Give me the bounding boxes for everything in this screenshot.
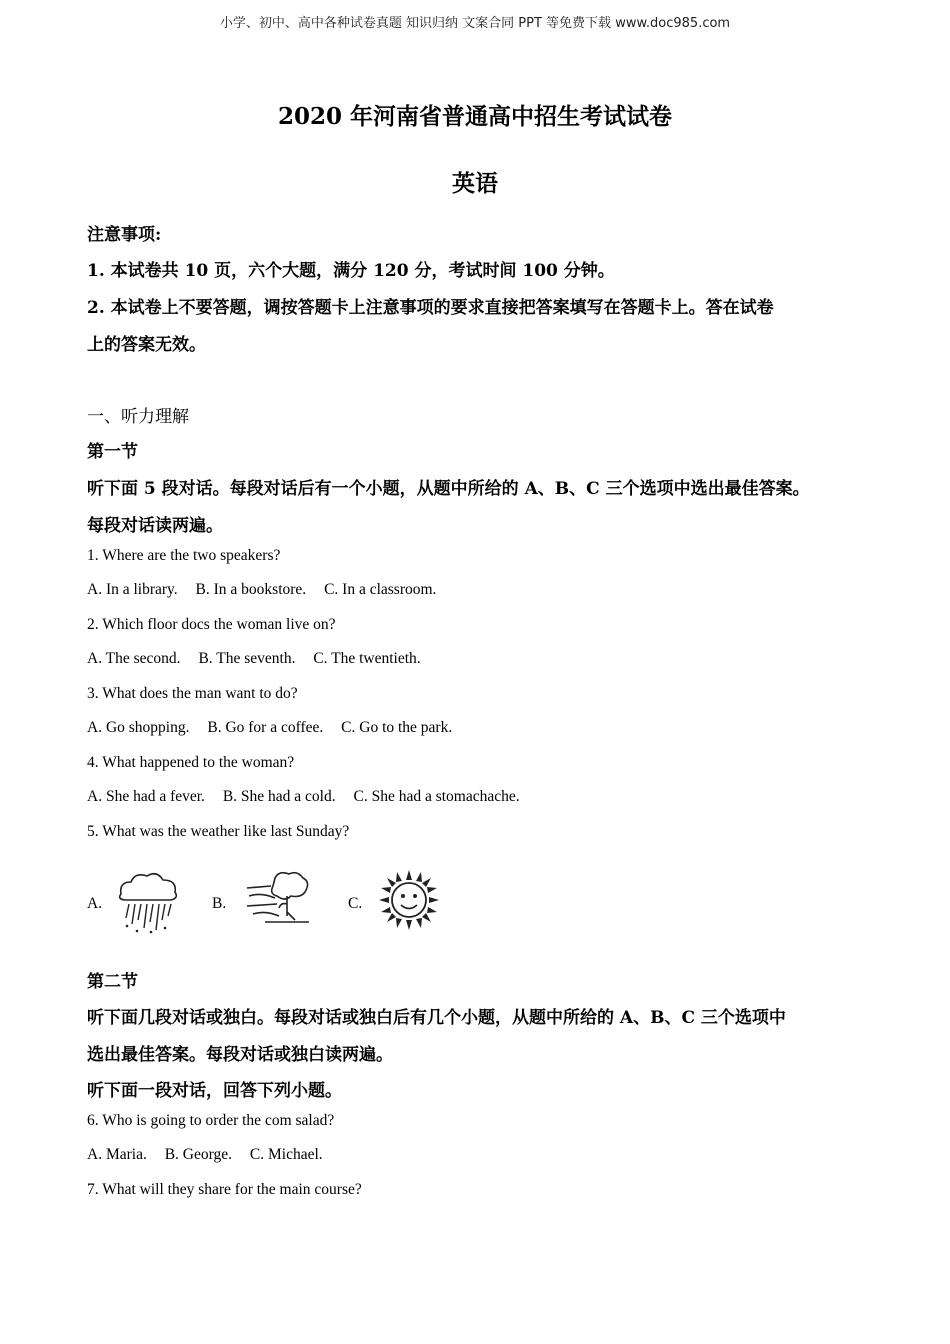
option-c: C. Michael. bbox=[249, 1146, 323, 1163]
section1-instructions-cont: 每段对话读两遍。 bbox=[87, 516, 223, 536]
question-5: 5. What was the weather like last Sunday? bbox=[87, 823, 350, 840]
part1-heading: 一、听力理解 bbox=[87, 407, 189, 427]
option-a: A. In a library. bbox=[87, 581, 178, 598]
option-a: A. Go shopping. bbox=[87, 719, 190, 736]
exam-subject: 英语 bbox=[452, 170, 498, 197]
picture-option-a-label: A. bbox=[87, 895, 103, 912]
dialogue-instructions: 听下面一段对话，回答下列小题。 bbox=[87, 1081, 342, 1101]
rain-cloud-icon bbox=[113, 868, 183, 938]
option-b: B. The seventh. bbox=[198, 650, 296, 667]
notes-item-1: 1. 本试卷共 10 页，六个大题，满分 120 分，考试时间 100 分钟。 bbox=[87, 261, 615, 281]
option-a: A. The second. bbox=[87, 650, 181, 667]
question-1-options bbox=[87, 581, 877, 599]
option-b: B. In a bookstore. bbox=[195, 581, 307, 598]
option-c: C. Go to the park. bbox=[341, 719, 453, 736]
option-c: C. The twentieth. bbox=[313, 650, 421, 667]
option-b: B. George. bbox=[164, 1146, 233, 1163]
question-2-options bbox=[87, 650, 877, 668]
question-7: 7. What will they share for the main course? bbox=[87, 1181, 362, 1198]
option-c: C. She had a stomachache. bbox=[353, 788, 520, 805]
option-b: B. Go for a coffee. bbox=[207, 719, 324, 736]
sun-icon bbox=[377, 868, 441, 932]
section2-instructions: 听下面几段对话或独白。每段对话或独白后有几个小题，从题中所给的 A、B、C 三个选项中 bbox=[87, 1008, 786, 1028]
section1-instructions: 听下面 5 段对话。每段对话后有一个小题，从题中所给的 A、B、C 三个选项中选出最佳答案。 bbox=[87, 479, 810, 499]
section2-instructions-cont: 选出最佳答案。每段对话或独白读两遍。 bbox=[87, 1045, 393, 1065]
picture-option-b-label: B. bbox=[212, 895, 227, 912]
question-2: 2. Which floor docs the woman live on? bbox=[87, 616, 336, 633]
option-a: A. Maria. bbox=[87, 1146, 147, 1163]
page-header: 小学、初中、高中各种试卷真题 知识归纳 文案合同 PPT 等免费下载 www.doc985.com bbox=[219, 16, 731, 31]
picture-option-c-label: C. bbox=[348, 895, 363, 912]
question-4-options bbox=[87, 788, 877, 806]
notes-item-2-cont: 上的答案无效。 bbox=[87, 335, 206, 355]
question-5-picture-options bbox=[87, 868, 487, 940]
windy-tree-icon bbox=[245, 868, 315, 928]
section1-heading: 第一节 bbox=[87, 442, 138, 462]
question-3-options bbox=[87, 719, 877, 737]
section2-heading: 第二节 bbox=[87, 972, 138, 992]
question-6-options bbox=[87, 1146, 877, 1164]
option-b: B. She had a cold. bbox=[222, 788, 336, 805]
notes-heading: 注意事项: bbox=[87, 225, 162, 245]
question-1: 1. Where are the two speakers? bbox=[87, 547, 281, 564]
option-c: C. In a classroom. bbox=[324, 581, 437, 598]
notes-item-2: 2. 本试卷上不要答题，调按答题卡上注意事项的要求直接把答案填写在答题卡上。答在试卷 bbox=[87, 298, 774, 318]
question-4: 4. What happened to the woman? bbox=[87, 754, 295, 771]
exam-title: 2020 年河南省普通高中招生考试试卷 bbox=[277, 103, 673, 130]
option-a: A. She had a fever. bbox=[87, 788, 205, 805]
question-6: 6. Who is going to order the com salad? bbox=[87, 1112, 335, 1129]
question-3: 3. What does the man want to do? bbox=[87, 685, 298, 702]
